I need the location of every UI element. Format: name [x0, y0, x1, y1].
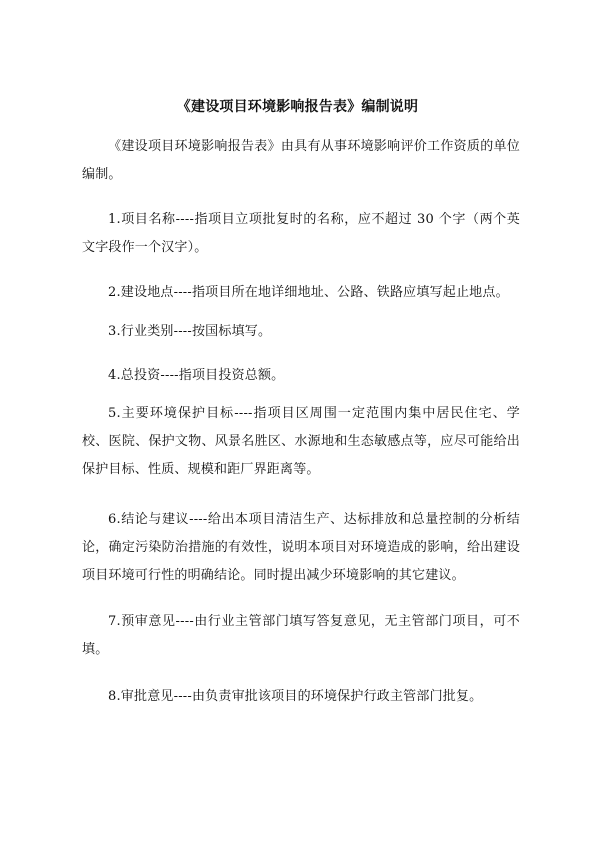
paragraph-item-3-text: 3.行业类别----按国标填写。 — [108, 324, 272, 339]
paragraph-item-5-text: 5.主要环境保护目标----指项目区周围一定范围内集中居民住宅、学校、医院、保护文物、风景名胜区、水源地和生态敏感点等，应尽可能给出保护目标、性质、规模和距厂界距离等。 — [82, 406, 520, 477]
paragraph-item-6-text: 6.结论与建议----给出本项目清洁生产、达标排放和总量控制的分析结论，确定污染防治措施的有效性，说明本项目对环境造成的影响，给出建设项目环境可行性的明确结论。同时提出减少环境影响的其它建议。 — [82, 512, 520, 583]
paragraph-item-7-text: 7.预审意见----由行业主管部门填写答复意见，无主管部门项目，可不填。 — [82, 614, 520, 657]
paragraph-item-7 — [82, 608, 520, 664]
paragraph-intro-text: 《建设项目环境影响报告表》由具有从事环境影响评价工作资质的单位编制。 — [82, 139, 520, 182]
paragraph-item-8-text: 8.审批意见----由负责审批该项目的环境保护行政主管部门批复。 — [108, 689, 483, 704]
paragraph-item-4 — [82, 362, 520, 390]
paragraph-item-2 — [82, 279, 520, 307]
paragraph-intro — [82, 133, 520, 189]
paragraph-item-4-text: 4.总投资----指项目投资总额。 — [108, 368, 285, 383]
paragraph-item-6 — [82, 506, 520, 590]
paragraph-item-3 — [82, 318, 520, 346]
paragraph-item-8 — [82, 683, 520, 711]
paragraph-item-1 — [82, 206, 520, 262]
document-title: 《建设项目环境影响报告表》编制说明 — [176, 99, 419, 115]
paragraph-item-2-text: 2.建设地点----指项目所在地详细地址、公路、铁路应填写起止地点。 — [108, 285, 509, 300]
paragraph-item-5 — [82, 400, 520, 484]
paragraph-item-1-text: 1.项目名称----指项目立项批复时的名称，应不超过 30 个字（两个英文字段作一个汉字）。 — [82, 212, 520, 255]
